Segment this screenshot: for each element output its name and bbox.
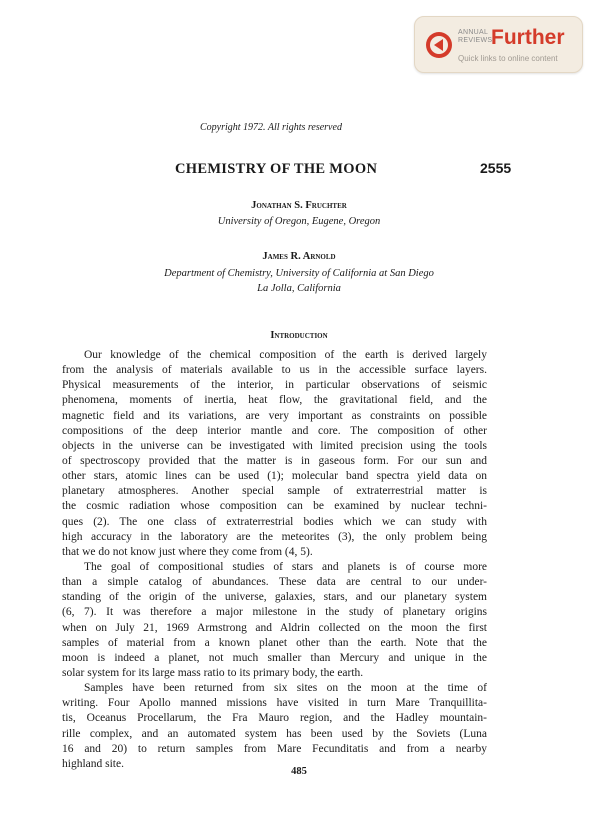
body-line: 16 and 20) to return samples from Mare Fecunditatis and from a nearby (62, 742, 487, 755)
play-arrow-icon (425, 31, 453, 59)
body-line: Our knowledge of the chemical composition of the earth is derived largely (84, 349, 487, 361)
body-text (62, 348, 487, 772)
body-line: tis, Oceanus Procellarum, the Fra Mauro region, and the Hadley mountain- (62, 712, 487, 725)
section-heading: Introduction (270, 330, 328, 341)
badge-subtitle: Quick links to online content (458, 54, 558, 63)
page-number: 485 (291, 766, 307, 777)
body-line: The goal of compositional studies of stars and planets is of course more (84, 560, 487, 573)
body-line: high accuracy in the laboratory are the meteorites (3), the only problem being (62, 530, 487, 543)
body-line: writing. Four Apollo manned missions have visited in turn Mare Tranquillita- (62, 697, 487, 710)
body-line: compositions of the deep interior mantle and core. The composition of other (62, 424, 487, 437)
body-line: the cosmic radiation whose composition can be examined by nuclear techni- (62, 500, 487, 513)
body-line: Physical measurements of the interior, in particular observations of seismic (62, 379, 487, 392)
body-line: solar system for its large mass ratio to its primary body, the earth. (62, 666, 364, 679)
body-line: phenomena, moments of inertia, heat flow, the gravitational field, and the (62, 394, 487, 407)
author-name: James R. Arnold (262, 251, 336, 262)
body-line: planetary atmospheres. Another special sample of extraterrestrial matter is (62, 485, 487, 498)
article-title: CHEMISTRY OF THE MOON (175, 161, 378, 177)
article-number: 2555 (480, 160, 512, 176)
badge-reviews-text: REVIEWS (458, 37, 493, 44)
annual-reviews-further-badge[interactable] (414, 16, 583, 73)
copyright-notice: Copyright 1972. All rights reserved (200, 122, 342, 133)
body-line: than a simple catalog of abundances. These data are central to our under- (62, 576, 487, 589)
badge-further-text: Further (491, 26, 565, 49)
body-line: other stars, atomic lines can be used (1); molecular band spectra yield data on (62, 470, 487, 483)
body-line: rille complex, and an automated system has been used by the Soviets (Luna (62, 727, 487, 740)
body-line: magnetic field and its variations, are very important as constraints on possible (62, 409, 487, 422)
body-line: moon is indeed a planet, not much smaller than Mercury and unique in the (62, 651, 487, 664)
body-line: samples of material from a known planet other than the earth. Note that the (62, 636, 487, 649)
body-line: ques (2). The one class of extraterrestrial bodies which we can study with (62, 515, 487, 528)
author-affiliation: La Jolla, California (257, 283, 341, 294)
author-affiliation: Department of Chemistry, University of California at San Diego (164, 268, 434, 279)
body-line: (6, 7). It was therefore a major milestone in the study of planetary origins (62, 606, 487, 619)
body-line: Samples have been returned from six sites on the moon at the time of (84, 682, 487, 695)
body-line: that we do not know just where they come from (4, 5). (62, 545, 313, 558)
badge-annual-text: ANNUAL (458, 29, 489, 36)
body-line: from the analysis of materials available to us in the accessible surface layers. (62, 364, 487, 377)
author-name: Jonathan S. Fruchter (251, 200, 347, 211)
body-line: of spectroscopy provided that the matter is in gaseous form. For our sun and (62, 454, 487, 467)
body-line: standing of the origin of the universe, galaxies, stars, and our planetary system (62, 591, 487, 604)
body-line: objects in the universe can be investigated with limited precision using the tools (62, 439, 487, 452)
author-affiliation: University of Oregon, Eugene, Oregon (217, 216, 381, 227)
body-line: when on July 21, 1969 Armstrong and Aldrin collected on the moon the first (62, 621, 487, 634)
body-line: highland site. (62, 757, 124, 770)
